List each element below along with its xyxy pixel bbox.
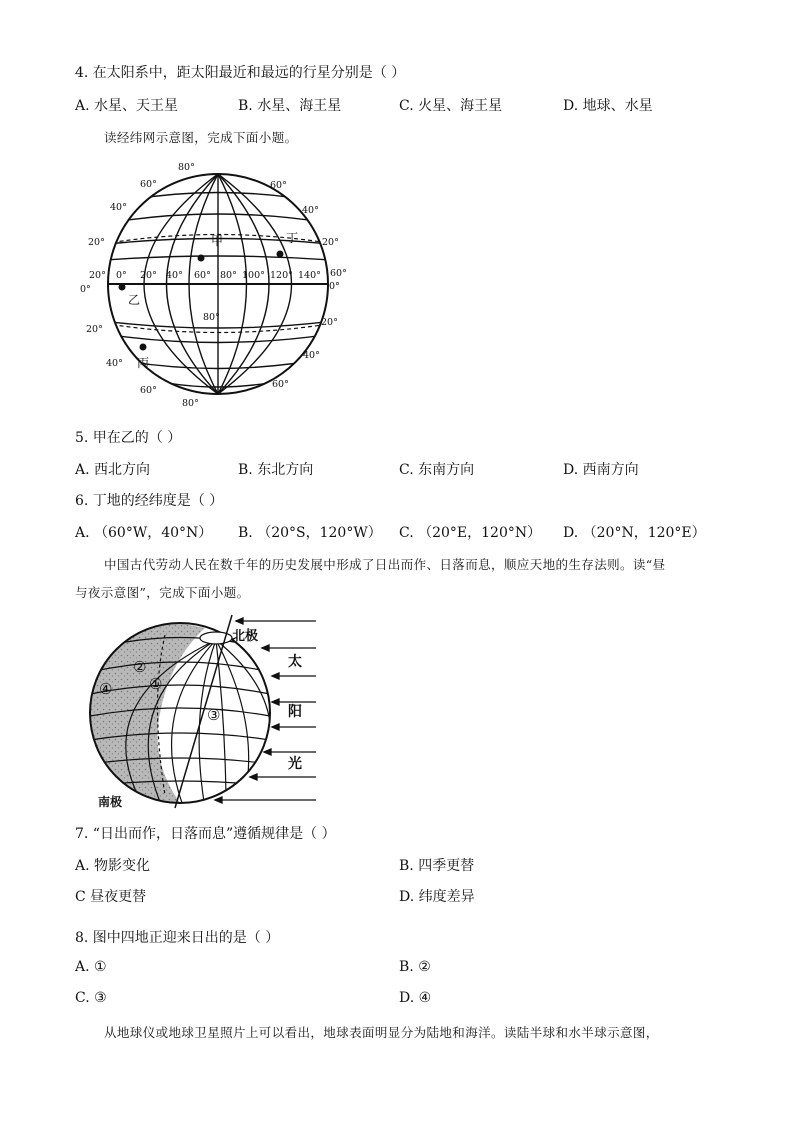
- q6-option-c[interactable]: C. （20°E，120°N）: [399, 525, 542, 541]
- q8-option-b[interactable]: B. ②: [399, 959, 431, 975]
- lon-label: 120°: [270, 270, 293, 281]
- lat-label: 40°: [106, 358, 123, 369]
- lat-label: 20°: [321, 317, 338, 328]
- lon-label: 140°: [298, 270, 321, 281]
- lon-label: 40°: [166, 270, 183, 281]
- question-4-stem: 4. 在太阳系中，距太阳最近和最远的行星分别是（ ）: [75, 65, 406, 81]
- land-sea-passage: 从地球仪或地球卫星照片上可以看出，地球表面明显分为陆地和海洋。读陆半球和水半球示意图，: [104, 1025, 659, 1040]
- sunlight-label: 太: [288, 654, 302, 670]
- point-ding-label: 丁: [286, 231, 299, 245]
- q4-option-b[interactable]: B. 水星、海王星: [238, 98, 342, 114]
- q6-option-d[interactable]: D. （20°N，120°E）: [563, 525, 706, 541]
- q5-option-c[interactable]: C. 东南方向: [399, 462, 475, 478]
- sunlight-label: 阳: [288, 704, 302, 720]
- point-bing-label: 丙: [137, 356, 150, 370]
- marker-2: ②: [133, 658, 147, 676]
- lat-label: 60°: [272, 379, 289, 390]
- lat-label: 20°: [86, 324, 103, 335]
- sunrise-passage-line2: 与夜示意图”，完成下面小题。: [75, 585, 250, 600]
- lat-label: 60°: [140, 385, 157, 396]
- point-ding-marker: [277, 251, 284, 258]
- lat-label: 60°: [330, 268, 347, 279]
- point-yi-marker: [119, 284, 126, 291]
- south-pole-label: 南极: [98, 795, 123, 809]
- lat-label: 40°: [303, 350, 320, 361]
- q4-option-c[interactable]: C. 火星、海王星: [399, 98, 503, 114]
- point-bing-marker: [140, 344, 147, 351]
- q7-option-a[interactable]: A. 物影变化: [75, 858, 151, 874]
- lat-label: 60°: [140, 179, 157, 190]
- point-jia-label: 甲: [211, 234, 224, 248]
- sunlight-label: 光: [288, 756, 302, 772]
- lon-label: 100°: [242, 270, 265, 281]
- q8-option-a[interactable]: A. ①: [75, 959, 107, 975]
- north-pole-label: 北极: [232, 629, 259, 644]
- lat-lon-grid-figure: [70, 155, 360, 413]
- lat-label: 80°: [178, 162, 195, 173]
- lat-label: 80°: [182, 398, 199, 409]
- q8-option-d[interactable]: D. ④: [399, 990, 432, 1006]
- q7-option-d[interactable]: D. 纬度差异: [399, 889, 475, 905]
- lat-label: 40°: [302, 205, 319, 216]
- q5-option-d[interactable]: D. 西南方向: [563, 462, 639, 478]
- lat-label: 20°: [322, 237, 339, 248]
- lat-label: 40°: [110, 202, 127, 213]
- question-6-stem: 6. 丁地的经纬度是（ ）: [75, 493, 224, 509]
- q6-option-b[interactable]: B. （20°S，120°W）: [238, 525, 382, 541]
- marker-1: ①: [149, 675, 163, 693]
- question-7-stem: 7. “日出而作，日落而息”遵循规律是（ ）: [75, 826, 336, 842]
- lat-label: 60°: [270, 180, 287, 191]
- lon-label: 20°: [140, 270, 157, 281]
- point-jia-marker: [198, 255, 205, 262]
- lon-label: 0°: [116, 270, 127, 281]
- q4-option-d[interactable]: D. 地球、水星: [563, 98, 653, 114]
- question-8-stem: 8. 图中四地正迎来日出的是（ ）: [75, 930, 280, 946]
- q7-option-c[interactable]: C 昼夜更替: [75, 889, 147, 905]
- marker-4: ④: [99, 680, 113, 698]
- center-label: 80°: [203, 312, 220, 323]
- lat-label: 20°: [88, 237, 105, 248]
- question-5-stem: 5. 甲在乙的（ ）: [75, 430, 182, 446]
- q6-option-a[interactable]: A. （60°W，40°N）: [75, 525, 213, 541]
- lon-label: 60°: [194, 270, 211, 281]
- sunrise-passage-line1: 中国古代劳动人民在数千年的历史发展中形成了日出而作、日落而息，顺应天地的生存法则。读“昼: [104, 557, 666, 572]
- q4-option-a[interactable]: A. 水星、天王星: [75, 98, 179, 114]
- q7-option-b[interactable]: B. 四季更替: [399, 858, 475, 874]
- point-yi-label: 乙: [128, 293, 141, 307]
- grid-intro-text: 读经纬网示意图，完成下面小题。: [104, 130, 298, 145]
- lat-label: 0°: [329, 281, 340, 292]
- lon-label: 80°: [220, 270, 237, 281]
- lat-label: 20°: [89, 270, 106, 281]
- marker-3: ③: [207, 706, 221, 724]
- q5-option-b[interactable]: B. 东北方向: [238, 462, 314, 478]
- q5-option-a[interactable]: A. 西北方向: [75, 462, 151, 478]
- q8-option-c[interactable]: C. ③: [75, 990, 107, 1006]
- lat-label: 0°: [80, 284, 91, 295]
- day-night-figure: [78, 608, 323, 810]
